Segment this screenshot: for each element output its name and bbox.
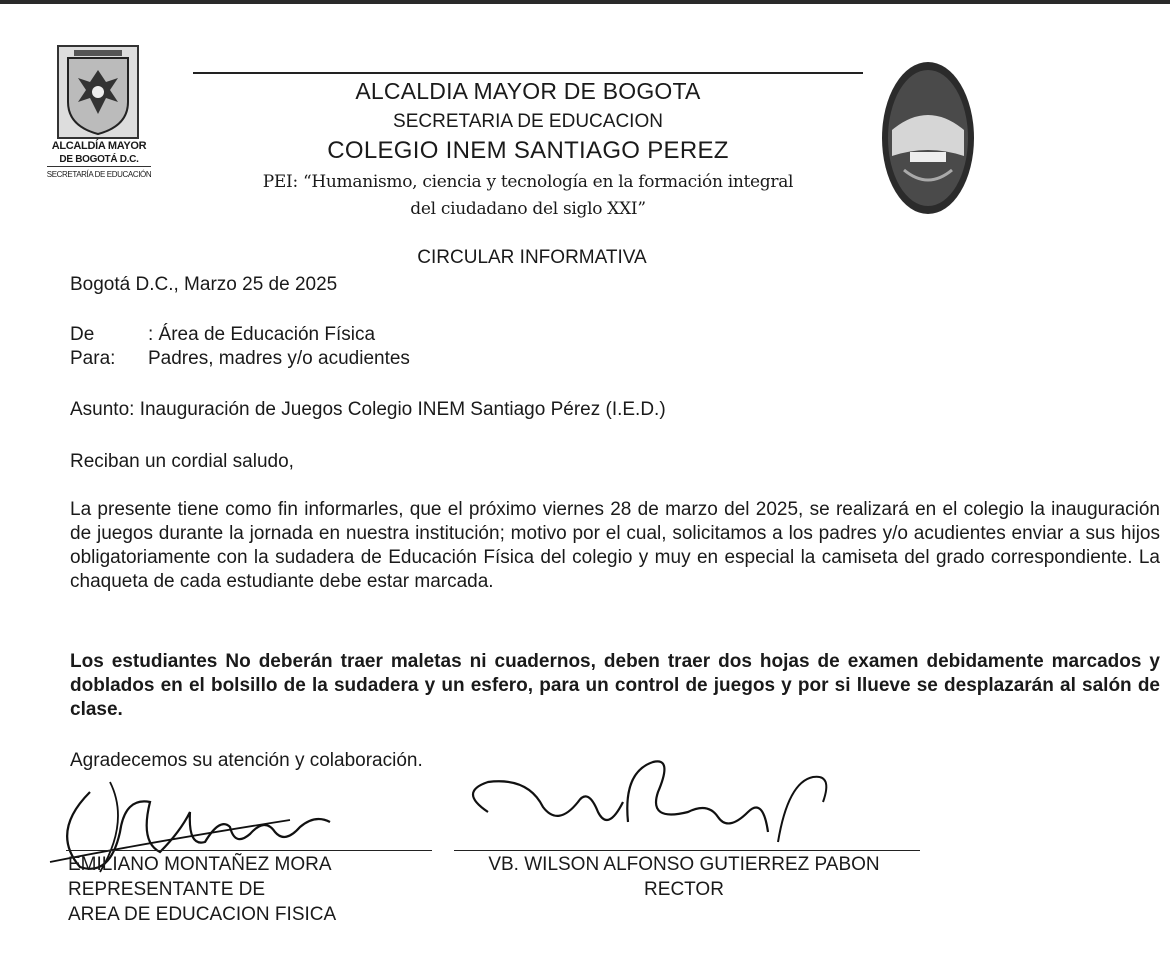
to-value: Padres, madres y/o acudientes xyxy=(148,348,410,369)
school-seal-icon xyxy=(880,60,976,216)
date-line: Bogotá D.C., Marzo 25 de 2025 xyxy=(70,274,338,295)
bogota-coat-of-arms-icon xyxy=(56,44,140,140)
right-signature xyxy=(448,752,848,852)
left-signer-role-1: REPRESENTANTE DE xyxy=(68,879,266,900)
header-colegio: COLEGIO INEM SANTIAGO PEREZ xyxy=(327,137,729,164)
left-signer-name: EMILIANO MONTAÑEZ MORA xyxy=(68,854,332,875)
header-alcaldia: ALCALDIA MAYOR DE BOGOTA xyxy=(355,78,701,104)
header-secretaria: SECRETARIA DE EDUCACION xyxy=(393,111,663,132)
header-rule xyxy=(193,72,863,74)
subject-line: Asunto: Inauguración de Juegos Colegio INEM Santiago Pérez (I.E.D.) xyxy=(70,399,666,420)
from-label: De xyxy=(70,324,95,345)
to-label: Para: xyxy=(70,348,116,369)
page-top-border xyxy=(0,0,1170,4)
circular-title: CIRCULAR INFORMATIVA xyxy=(417,247,647,268)
left-signer-role-2: AREA DE EDUCACION FISICA xyxy=(68,904,337,925)
greeting: Reciban un cordial saludo, xyxy=(70,451,294,472)
pei-line2: del ciudadano del siglo XXI” xyxy=(410,199,646,219)
right-signer-role: RECTOR xyxy=(644,879,724,900)
paragraph-2: Los estudiantes No deberán traer maletas ni cuadernos, deben traer dos hojas de examen debidamente marcados y doblados en el bolsillo de la sudadera y un esfero, para un control de juegos y por si llueve se desplazarán al salón de clase. xyxy=(70,651,1160,720)
header-pei xyxy=(193,169,863,223)
alcaldia-caption-line1: ALCALDÍA MAYOR xyxy=(51,140,147,152)
pei-line1: PEI: “Humanismo, ciencia y tecnología en la formación integral xyxy=(262,172,794,192)
to-row xyxy=(70,347,410,371)
alcaldia-caption-line2: DE BOGOTÁ D.C. xyxy=(59,154,139,165)
alcaldia-caption xyxy=(14,140,184,181)
alcaldia-caption-line3: SECRETARÍA DE EDUCACIÓN xyxy=(47,166,151,181)
from-value: : Área de Educación Física xyxy=(148,324,376,345)
thanks-line: Agradecemos su atención y colaboración. xyxy=(70,750,423,771)
paragraph-1: La presente tiene como fin informarles, que el próximo viernes 28 de marzo del 2025, se realizará en el colegio la inauguración de juegos durante la jornada en nuestra institución; motivo por el cual, solicitamos a los padres y/o acudientes enviar a sus hijos obligatoriamente con la sudadera de Educación Física del colegio y muy en especial la camiseta del grado correspondiente. La chaqueta de cada estudiante debe estar marcada. xyxy=(70,499,1160,592)
from-row xyxy=(70,323,375,347)
right-signer-name: VB. WILSON ALFONSO GUTIERREZ PABON xyxy=(488,854,880,875)
left-signer xyxy=(68,852,336,927)
right-signer xyxy=(454,852,914,902)
left-signature-line xyxy=(66,850,432,851)
right-signature-line xyxy=(454,850,920,851)
